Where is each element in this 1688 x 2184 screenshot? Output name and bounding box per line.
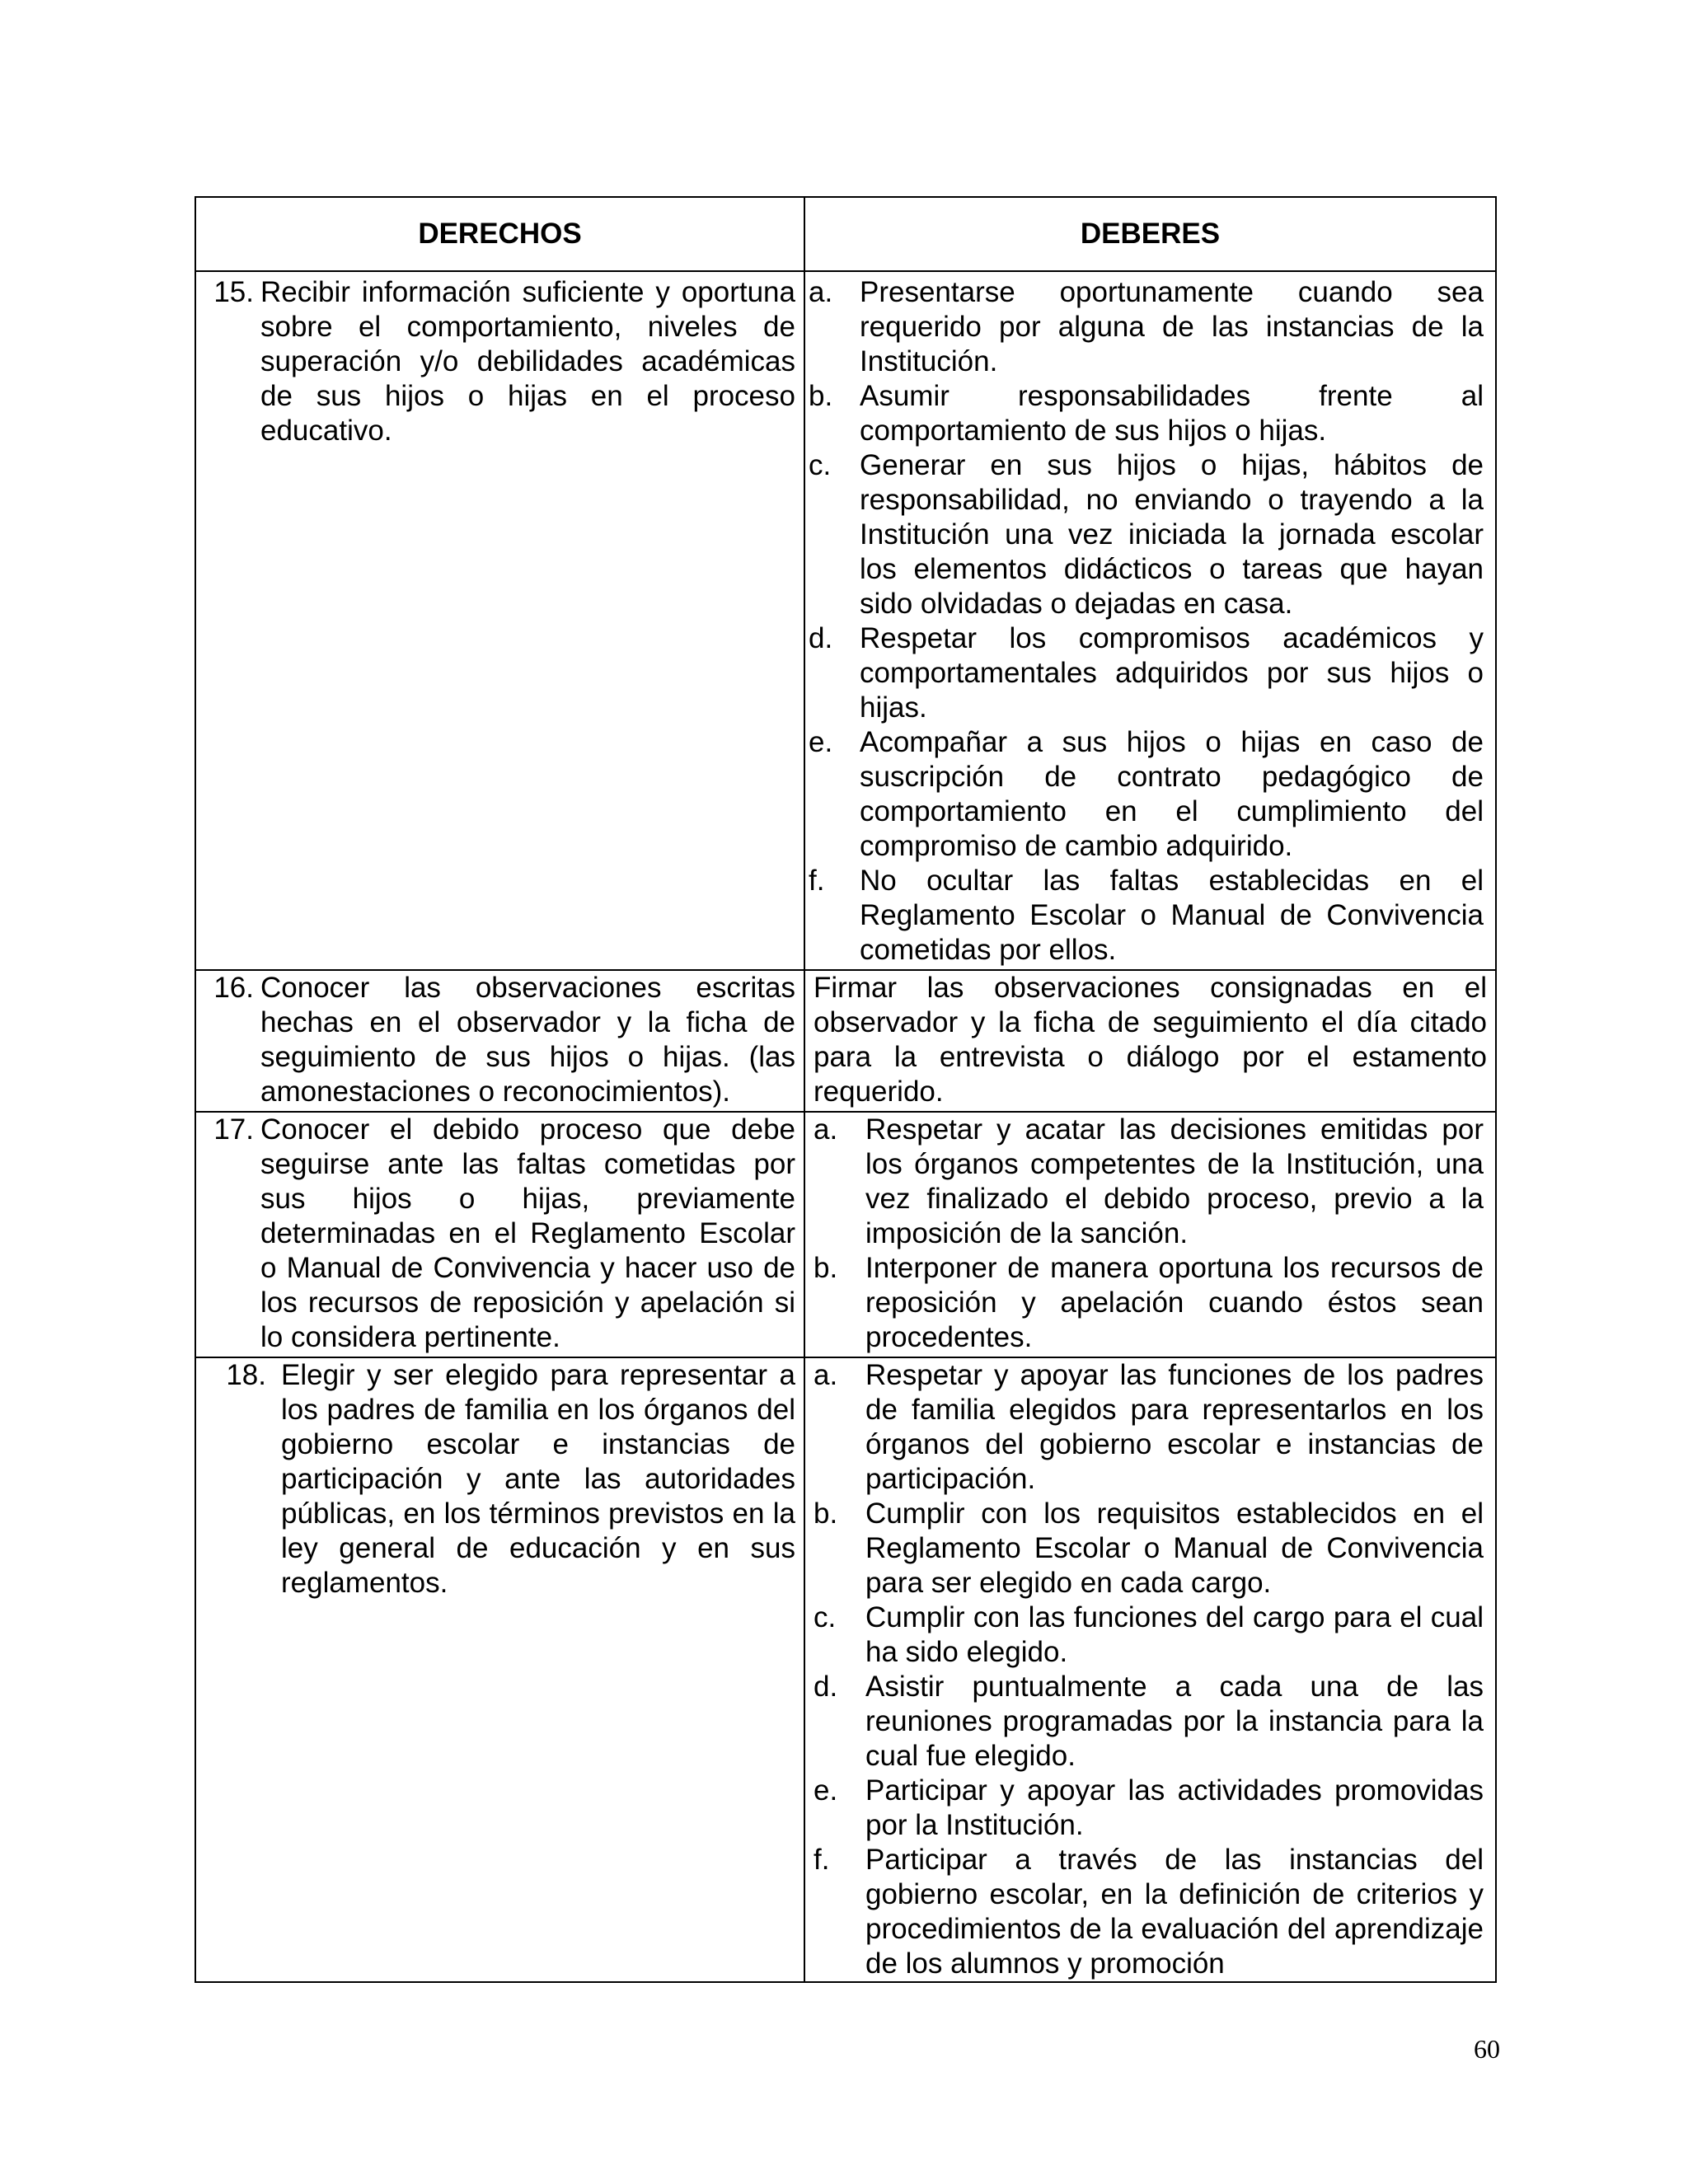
table-row	[195, 970, 1496, 1112]
rights-duties-table	[195, 196, 1497, 1983]
item-label: a.	[814, 1113, 838, 1146]
item-label: a.	[814, 1359, 838, 1391]
list-item	[809, 864, 1487, 968]
item-label: e.	[809, 726, 833, 758]
list-item	[814, 1670, 1487, 1774]
right-cell	[195, 1357, 804, 1982]
list-item	[814, 1251, 1487, 1355]
right-number: 16.	[213, 972, 254, 1004]
right-number: 18.	[226, 1359, 266, 1391]
item-label: e.	[814, 1774, 838, 1807]
table-row	[195, 1112, 1496, 1357]
item-label: c.	[814, 1601, 837, 1633]
item-label: d.	[814, 1671, 838, 1703]
duties-list	[805, 1358, 1495, 1981]
duties-cell	[804, 1357, 1496, 1982]
list-item	[814, 1113, 1487, 1251]
list-item	[814, 1358, 1487, 1497]
right-text: Conocer las observaciones escritas hechas en el observador y la ficha de seguimiento de sus hijos o hijas. (las amonestaciones o reconocimientos).	[260, 972, 795, 1108]
right-cell	[195, 271, 804, 970]
list-item	[814, 1843, 1487, 1981]
right-number: 17.	[213, 1113, 254, 1146]
list-item	[809, 379, 1487, 448]
item-label: b.	[814, 1497, 838, 1530]
page-number: 60	[1474, 2034, 1500, 2064]
duties-list	[805, 272, 1495, 968]
list-item	[814, 1497, 1487, 1601]
item-label: f.	[814, 1844, 830, 1876]
right-cell	[195, 970, 804, 1112]
item-text: Participar a través de las instancias del gobierno escolar, en la definición de criterios y procedimientos de la evaluación del aprendizaje de los alumnos y promoción	[865, 1844, 1484, 1980]
right-text: Elegir y ser elegido para representar a los padres de familia en los órganos del gobierno escolar e instancias de participación y ante las autoridades públicas, en los términos previstos en la ley general de educación y en sus reglamentos.	[281, 1359, 795, 1599]
item-text: Acompañar a sus hijos o hijas en caso de suscripción de contrato pedagógico de comportamiento en el cumplimiento del compromiso de cambio adquirido.	[860, 726, 1484, 862]
header-derechos: DERECHOS	[195, 197, 804, 271]
right-text: Recibir información suficiente y oportuna sobre el comportamiento, niveles de superación y/o debilidades académicas de sus hijos o hijas en el proceso educativo.	[260, 276, 795, 447]
item-text: Asistir puntualmente a cada una de las reuniones programadas por la instancia para la cual fue elegido.	[865, 1671, 1484, 1772]
item-text: Cumplir con los requisitos establecidos en el Reglamento Escolar o Manual de Convivencia para ser elegido en cada cargo.	[865, 1497, 1484, 1599]
item-label: b.	[809, 380, 833, 412]
item-text: Presentarse oportunamente cuando sea requerido por alguna de las instancias de la Institución.	[860, 276, 1484, 377]
list-item	[809, 448, 1487, 621]
list-item	[809, 725, 1487, 864]
header-deberes: DEBERES	[804, 197, 1496, 271]
item-text: No ocultar las faltas establecidas en el Reglamento Escolar o Manual de Convivencia cometidas por ellos.	[860, 865, 1484, 966]
duties-cell	[804, 970, 1496, 1112]
table-header-row	[195, 197, 1496, 271]
item-label: a.	[809, 276, 833, 308]
item-text: Respetar y acatar las decisiones emitidas por los órganos competentes de la Institución, una vez finalizado el debido proceso, previo a la imposición de la sanción.	[865, 1113, 1484, 1249]
item-text: Respetar los compromisos académicos y comportamentales adquiridos por sus hijos o hijas.	[860, 622, 1484, 724]
duties-cell	[804, 1112, 1496, 1357]
right-cell	[195, 1112, 804, 1357]
list-item	[814, 1774, 1487, 1843]
item-label: c.	[809, 449, 832, 481]
item-label: b.	[814, 1252, 838, 1284]
right-text: Conocer el debido proceso que debe seguirse ante las faltas cometidas por sus hijos o hijas, previamente determinadas en el Reglamento Escolar o Manual de Convivencia y hacer uso de los recursos de reposición y apelación si lo considera pertinente.	[260, 1113, 795, 1353]
table-row	[195, 1357, 1496, 1982]
item-text: Participar y apoyar las actividades promovidas por la Institución.	[865, 1774, 1484, 1841]
list-item	[809, 621, 1487, 725]
list-item	[809, 275, 1487, 379]
duties-cell	[804, 271, 1496, 970]
duty-text: Firmar las observaciones consignadas en el observador y la ficha de seguimiento el día citado para la entrevista o diálogo por el estamento requerido.	[814, 972, 1487, 1108]
item-text: Asumir responsabilidades frente al comportamiento de sus hijos o hijas.	[860, 380, 1484, 447]
duties-list	[805, 1113, 1495, 1355]
table-row	[195, 271, 1496, 970]
item-label: f.	[809, 865, 825, 897]
item-text: Interponer de manera oportuna los recursos de reposición y apelación cuando éstos sean procedentes.	[865, 1252, 1484, 1353]
list-item	[814, 1601, 1487, 1670]
item-text: Respetar y apoyar las funciones de los padres de familia elegidos para representarlos en los órganos del gobierno escolar e instancias de participación.	[865, 1359, 1484, 1495]
item-text: Generar en sus hijos o hijas, hábitos de responsabilidad, no enviando o trayendo a la Institución una vez iniciada la jornada escolar los elementos didácticos o tareas que hayan sido olvidadas o dejadas en casa.	[860, 449, 1484, 620]
item-label: d.	[809, 622, 833, 654]
right-number: 15.	[213, 276, 254, 308]
item-text: Cumplir con las funciones del cargo para el cual ha sido elegido.	[865, 1601, 1484, 1668]
